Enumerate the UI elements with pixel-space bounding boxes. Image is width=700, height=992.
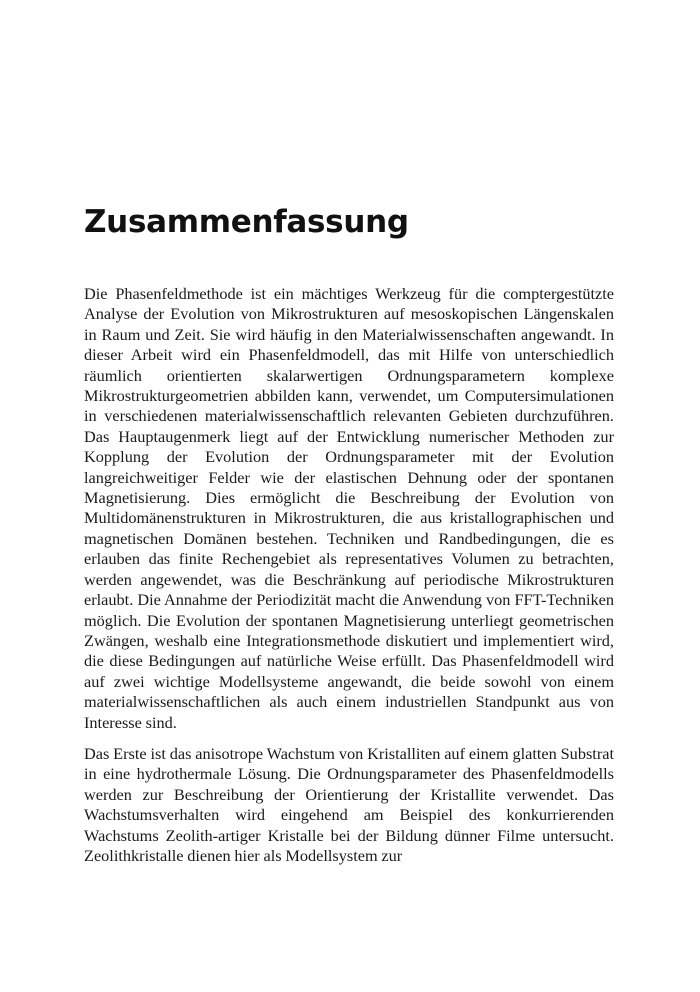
chapter-title: Zusammenfassung <box>84 204 409 240</box>
paragraph-2: Das Erste ist das anisotrope Wachstum von Kristalliten auf einem glatten Substrat in eine hydrothermale Lösung. Die Ordnungsparameter des Phasenfeldmodells werden zur Beschreibung der Orientierung der Kristallite verwendet. Das Wachstumsverhalten wird eingehend am Beispiel des konkurrierenden Wachstums Zeolith-artiger Kristalle bei der Bildung dünner Filme untersucht. Zeolithkristalle dienen hier als Modellsystem zur <box>84 743 614 865</box>
paragraph-1: Die Phasenfeldmethode ist ein mächtiges Werkzeug für die comptergestützte Analyse der Evolution von Mikrostrukturen auf mesoskopischen Längenskalen in Raum und Zeit. Sie wird häufig in den Materialwissenschaften angewandt. In dieser Arbeit wird ein Phasenfeldmodell, das mit Hilfe von unterschiedlich räumlich orientierten skalarwertigen Ordnungsparametern komplexe Mikrostrukturgeometrien abbilden kann, verwendet, um Computersimulationen in verschiedenen materialwissenschaftlich relevanten Gebieten durchzuführen. Das Hauptaugenmerk liegt auf der Entwicklung numerischer Methoden zur Kopplung der Evolution der Ordnungsparameter mit der Evolution langreichweitiger Felder wie der elastischen Dehnung oder der spontanen Magnetisierung. Dies ermöglicht die Beschreibung der Evolution von Multidomänenstrukturen in Mikrostrukturen, die aus kristallographischen und magnetischen Domänen bestehen. Techniken und Randbedingungen, die es erlauben das finite Rechengebiet als representatives Volumen zu betrachten, werden angewendet, was die Beschränkung auf periodische Mikrostrukturen erlaubt. Die Annahme der Periodizität macht die Anwendung von FFT-Techniken möglich. Die Evolution der spontanen Magnetisierung unterliegt geometrischen Zwängen, weshalb eine Integrationsmethode diskutiert und implementiert wird, die diese Bedingungen auf natürliche Weise erfüllt. Das Phasenfeldmodell wird auf zwei wichtige Modellsysteme angewandt, die beide sowohl von einem materialwissenschaftlichen als auch einem industriellen Standpunkt aus von Interesse sind. <box>84 284 614 732</box>
abstract-body <box>84 284 614 866</box>
